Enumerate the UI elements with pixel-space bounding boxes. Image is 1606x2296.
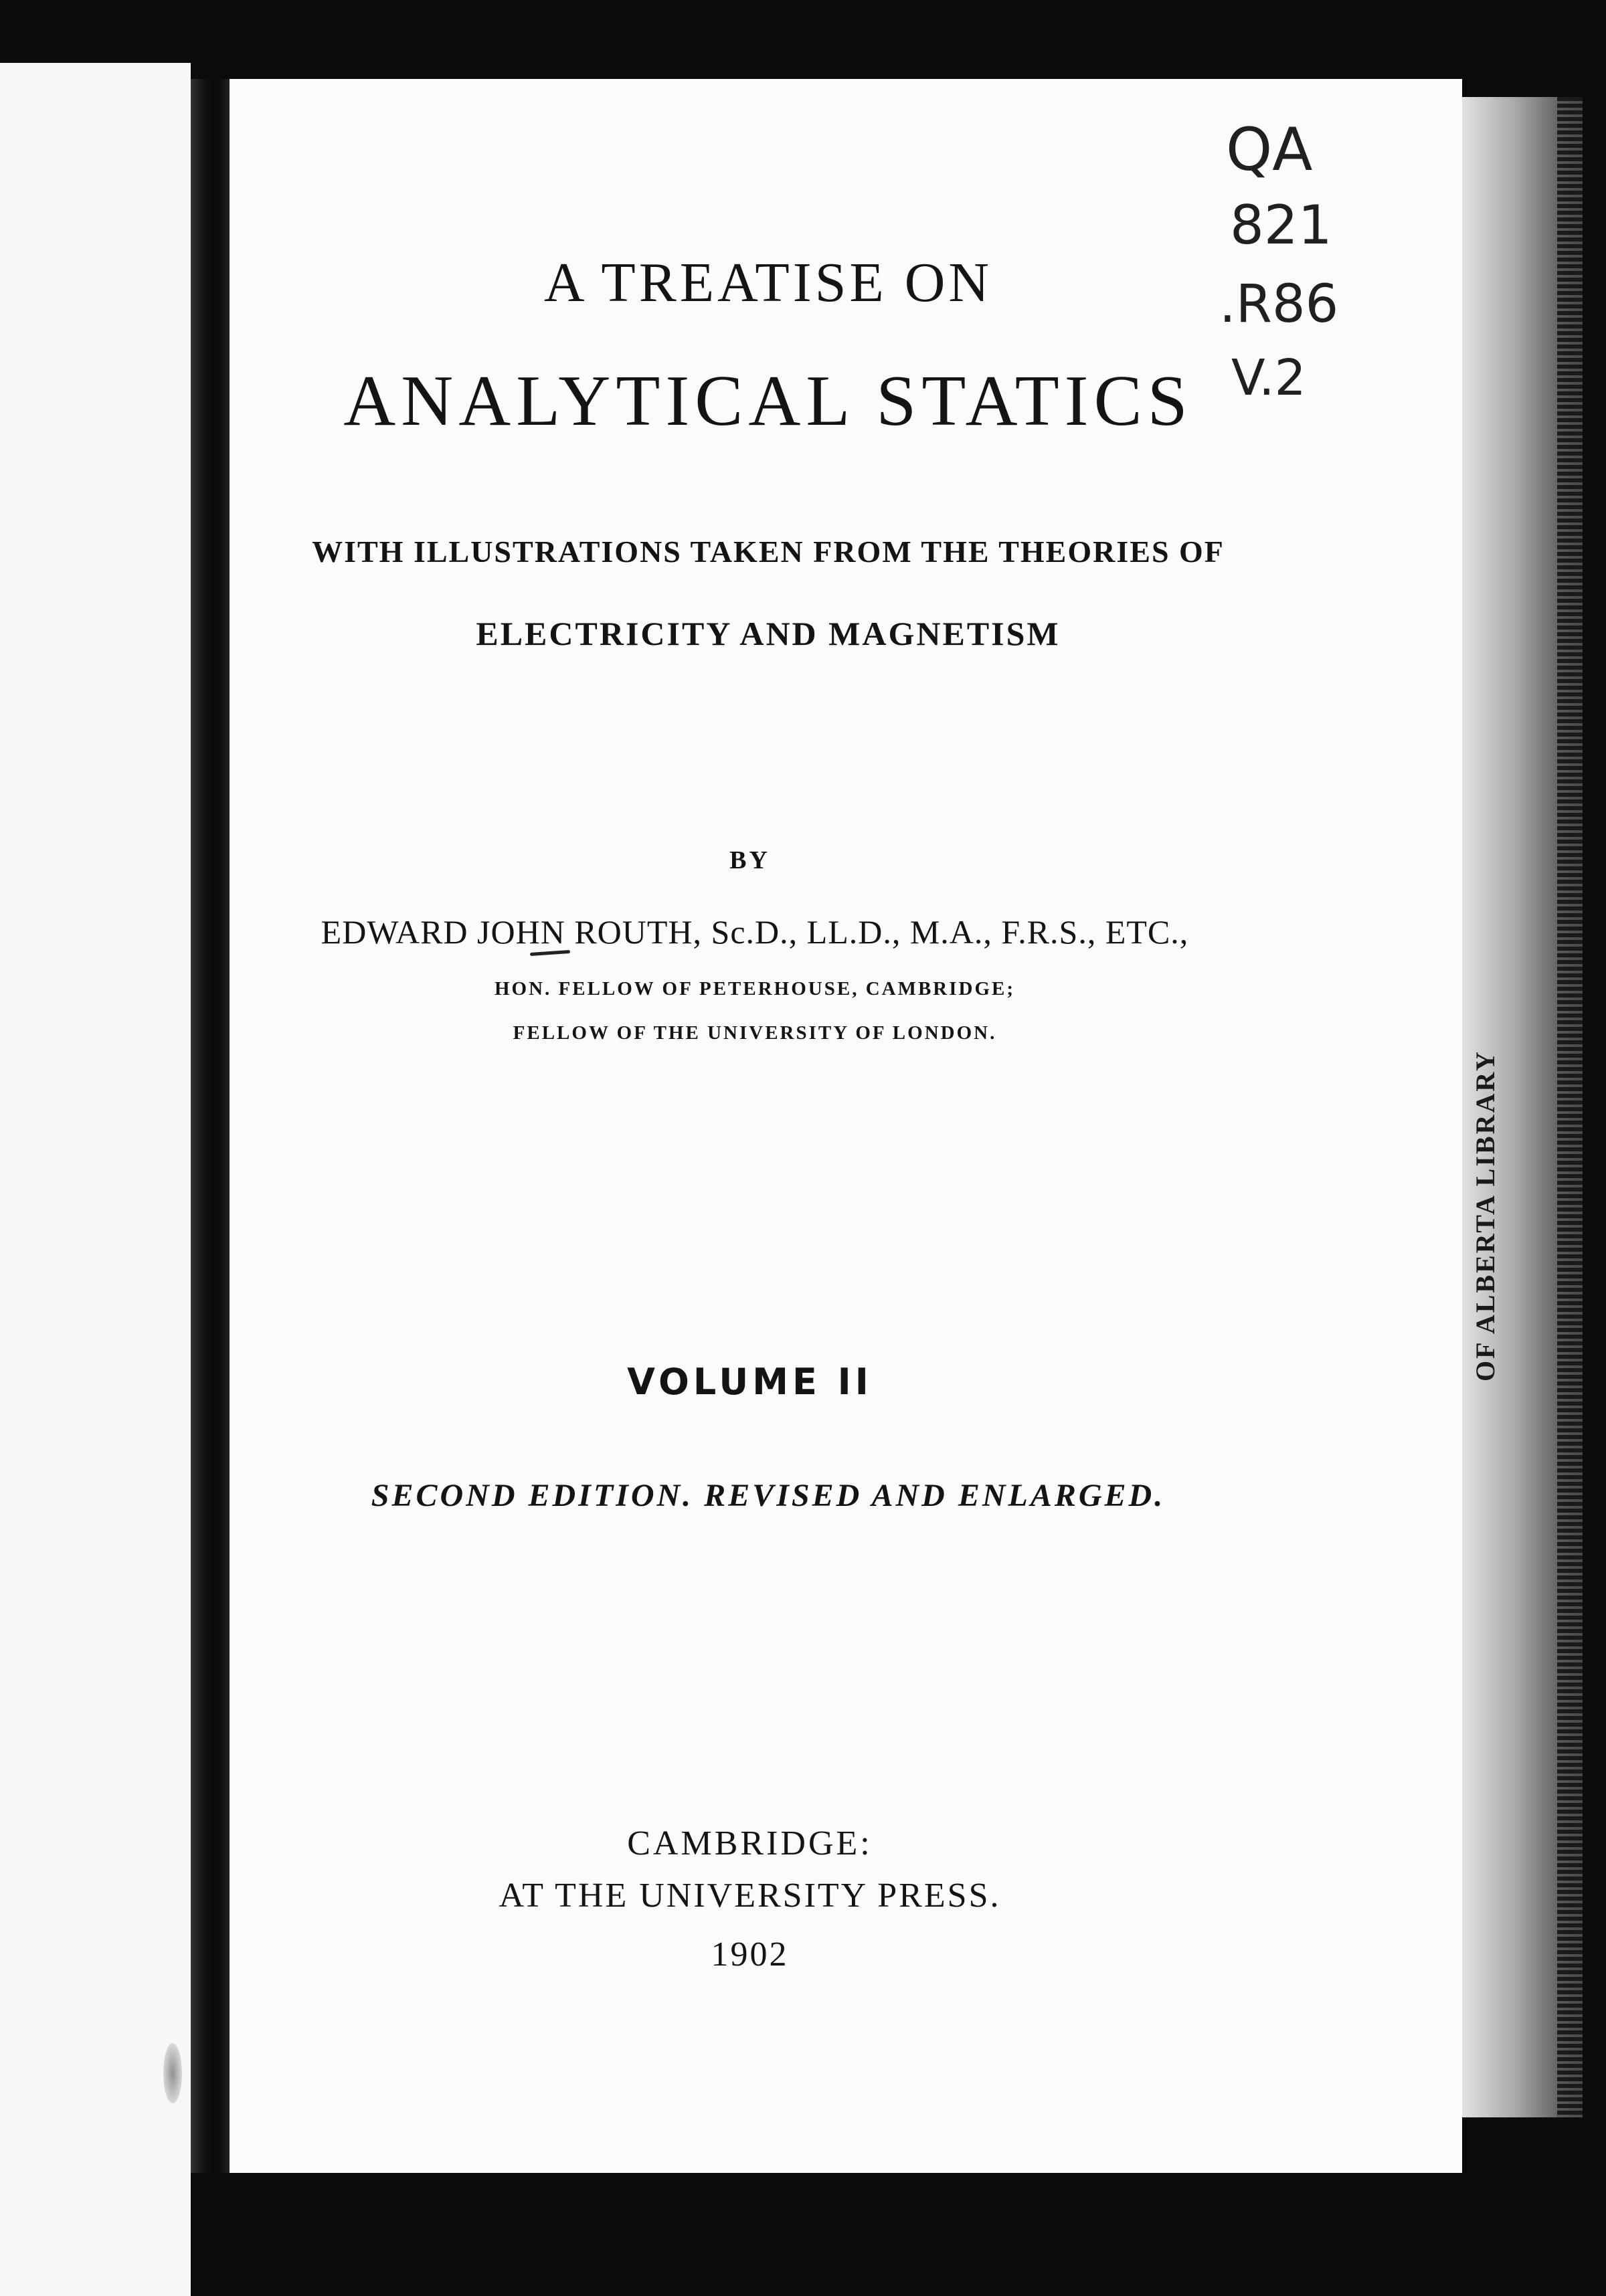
shelf-mark-line-4: V.2 xyxy=(1231,349,1306,407)
library-stamp xyxy=(1469,967,1523,1381)
book-gutter xyxy=(191,79,230,2173)
imprint-publisher: AT THE UNIVERSITY PRESS. xyxy=(499,1877,1001,1915)
imprint-year: 1902 xyxy=(711,1935,789,1974)
library-stamp-text: OF ALBERTA LIBRARY xyxy=(1470,1050,1500,1381)
title-line-1: A TREATISE ON xyxy=(543,252,993,314)
title-line-2: ANALYTICAL STATICS xyxy=(343,361,1193,441)
facing-page xyxy=(0,63,191,2296)
edition-note: SECOND EDITION. REVISED AND ENLARGED. xyxy=(371,1478,1166,1513)
by-line: BY xyxy=(729,846,770,874)
author-affiliation-1: HON. FELLOW OF PETERHOUSE, CAMBRIDGE; xyxy=(494,978,1016,999)
author-name: EDWARD JOHN ROUTH, Sc.D., LL.D., M.A., F.R.S., ETC., xyxy=(321,913,1189,951)
subtitle-line-1: WITH ILLUSTRATIONS TAKEN FROM THE THEORIES OF xyxy=(312,535,1225,569)
author-affiliation-2: FELLOW OF THE UNIVERSITY OF LONDON. xyxy=(513,1022,997,1044)
volume-label: VOLUME II xyxy=(627,1361,873,1403)
imprint-city: CAMBRIDGE: xyxy=(627,1824,873,1862)
ink-smudge xyxy=(163,2043,182,2103)
shelf-mark-line-1: QA xyxy=(1226,115,1313,184)
shelf-mark-line-3: .R86 xyxy=(1219,274,1339,334)
shelf-mark-line-2: 821 xyxy=(1230,194,1332,256)
subtitle-line-2: ELECTRICITY AND MAGNETISM xyxy=(476,615,1061,652)
